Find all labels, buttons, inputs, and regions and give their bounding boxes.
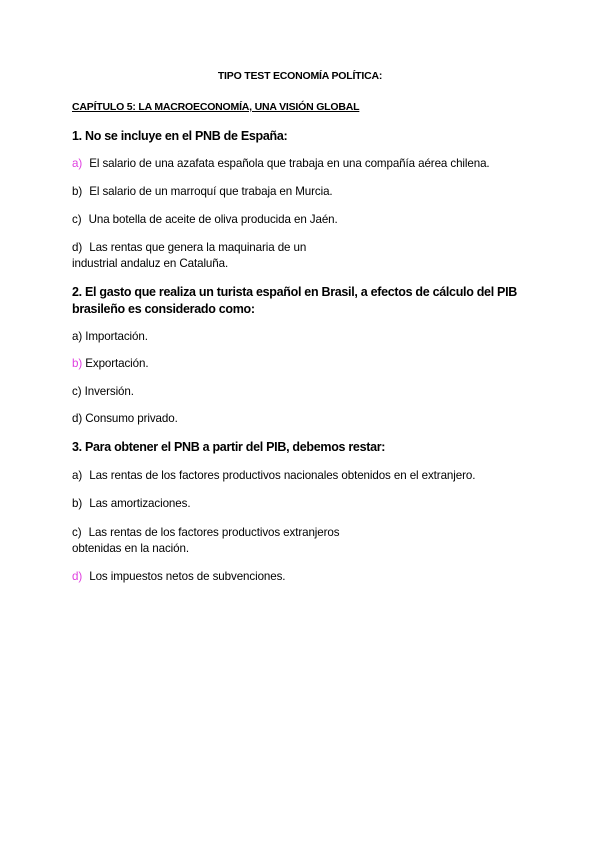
option-letter: b) [72, 357, 83, 370]
chapter-heading: CAPÍTULO 5: LA MACROECONOMÍA, UNA VISIÓN GLOBAL [72, 101, 360, 113]
option-letter: a) [72, 157, 83, 170]
option-text: Importación. [85, 330, 148, 343]
question-2-option-d [72, 411, 542, 427]
document-title: TIPO TEST ECONOMÍA POLÍTICA: [217, 70, 383, 82]
option-text: Las amortizaciones. [89, 497, 191, 510]
question-1-option-c [72, 212, 542, 228]
option-text: Una botella de aceite de oliva producida en Jaén. [88, 213, 338, 226]
question-2-text: 2. El gasto que realiza un turista español en Brasil, a efectos de cálculo del PIB brasileño es considerado como: [72, 285, 517, 316]
question-1-option-d [72, 240, 542, 272]
option-text-continued: obtenidas en la nación. [72, 542, 189, 555]
option-letter: c) [72, 385, 82, 398]
option-letter: d) [72, 241, 83, 254]
question-3-option-c [72, 525, 542, 557]
option-letter: c) [72, 213, 82, 226]
option-text: Inversión. [84, 385, 134, 398]
option-text: Los impuestos netos de subvenciones. [89, 570, 286, 583]
question-1-option-a [72, 156, 542, 172]
option-text: Las rentas que genera la maquinaria de un [89, 241, 307, 254]
question-2-option-c [72, 384, 542, 400]
option-text: El salario de un marroquí que trabaja en Murcia. [89, 185, 333, 198]
option-text: Las rentas de los factores productivos extranjeros [88, 526, 340, 539]
question-2-option-b [72, 356, 542, 372]
option-letter: d) [72, 412, 83, 425]
option-letter: b) [72, 185, 83, 198]
option-letter: b) [72, 497, 83, 510]
option-text-continued: industrial andaluz en Cataluña. [72, 257, 229, 270]
question-1-text: 1. No se incluye en el PNB de España: [72, 129, 288, 143]
option-letter: a) [72, 469, 83, 482]
question-3-option-d [72, 569, 542, 585]
option-text: Las rentas de los factores productivos nacionales obtenidos en el extranjero. [89, 469, 476, 482]
option-text: El salario de una azafata española que trabaja en una compañía aérea chilena. [89, 157, 490, 170]
option-letter: c) [72, 526, 82, 539]
option-letter: a) [72, 330, 83, 343]
question-2-option-a [72, 329, 542, 345]
option-text: Exportación. [85, 357, 149, 370]
question-3-option-a [72, 468, 542, 484]
option-letter: d) [72, 570, 83, 583]
question-3-option-b [72, 496, 542, 512]
option-text: Consumo privado. [85, 412, 178, 425]
question-1-option-b [72, 184, 542, 200]
question-3-text: 3. Para obtener el PNB a partir del PIB, debemos restar: [72, 440, 386, 454]
